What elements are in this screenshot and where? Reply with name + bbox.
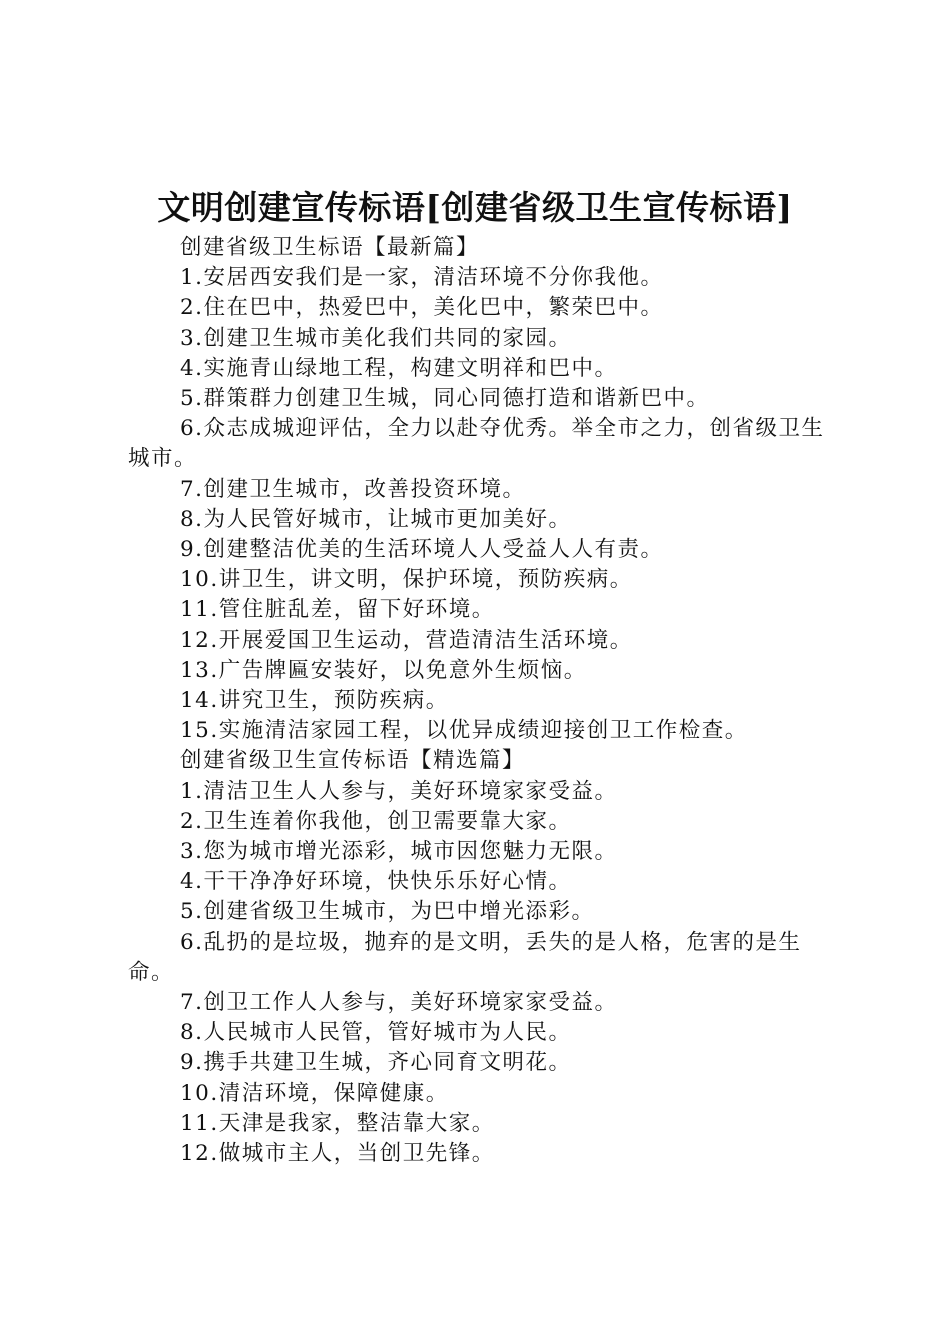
slogan-line: 3.您为城市增光添彩，城市因您魅力无限。 [180,839,618,865]
slogan-line: 2.住在巴中，热爱巴中，美化巴中，繁荣巴中。 [180,295,664,321]
slogan-line: 8.为人民管好城市，让城市更加美好。 [180,506,572,532]
slogan-line: 4.干干净净好环境，快快乐乐好心情。 [180,869,572,895]
slogan-line: 1.安居西安我们是一家，清洁环境不分你我他。 [180,265,664,291]
slogan-line: 9.创建整洁优美的生活环境人人受益人人有责。 [180,537,664,563]
slogan-line: 15.实施清洁家园工程，以优异成绩迎接创卫工作检查。 [180,718,748,744]
slogan-line: 6.乱扔的是垃圾，抛弃的是文明，丢失的是人格，危害的是生命。 [128,929,802,985]
slogan-line: 3.创建卫生城市美化我们共同的家园。 [180,325,572,351]
section-heading-selected: 创建省级卫生宣传标语【精选篇】 [180,748,526,774]
slogan-line: 7.创卫工作人人参与，美好环境家家受益。 [180,990,618,1016]
slogan-line: 2.卫生连着你我他，创卫需要靠大家。 [180,808,572,834]
section-heading-latest: 创建省级卫生标语【最新篇】 [180,235,480,260]
slogan-line: 10.讲卫生，讲文明，保护环境，预防疾病。 [180,567,633,593]
document-title: 文明创建宣传标语[创建省级卫生宣传标语] [157,188,793,227]
slogan-line: 12.开展爱国卫生运动，营造清洁生活环境。 [180,627,633,653]
slogan-line: 11.天津是我家，整洁靠大家。 [180,1110,495,1136]
slogan-line: 4.实施青山绿地工程，构建文明祥和巴中。 [180,355,618,381]
document-body [128,233,833,1169]
slogan-line: 1.清洁卫生人人参与，美好环境家家受益。 [180,778,618,804]
slogan-line: 11.管住脏乱差，留下好环境。 [180,597,495,623]
slogan-line: 9.携手共建卫生城，齐心同育文明花。 [180,1050,572,1076]
slogan-line: 8.人民城市人民管，管好城市为人民。 [180,1020,572,1046]
slogan-line: 5.群策群力创建卫生城，同心同德打造和谐新巴中。 [180,386,710,412]
slogan-line: 14.讲究卫生，预防疾病。 [180,688,449,714]
slogan-line: 12.做城市主人，当创卫先锋。 [180,1141,495,1167]
slogan-line: 6.众志成城迎评估，全力以赴夺优秀。举全市之力，创省级卫生城市。 [128,416,825,472]
slogan-line: 5.创建省级卫生城市，为巴中增光添彩。 [180,899,595,925]
slogan-line: 7.创建卫生城市，改善投资环境。 [180,476,526,502]
slogan-line: 13.广告牌匾安装好，以免意外生烦恼。 [180,657,587,683]
slogan-line: 10.清洁环境，保障健康。 [180,1080,449,1106]
